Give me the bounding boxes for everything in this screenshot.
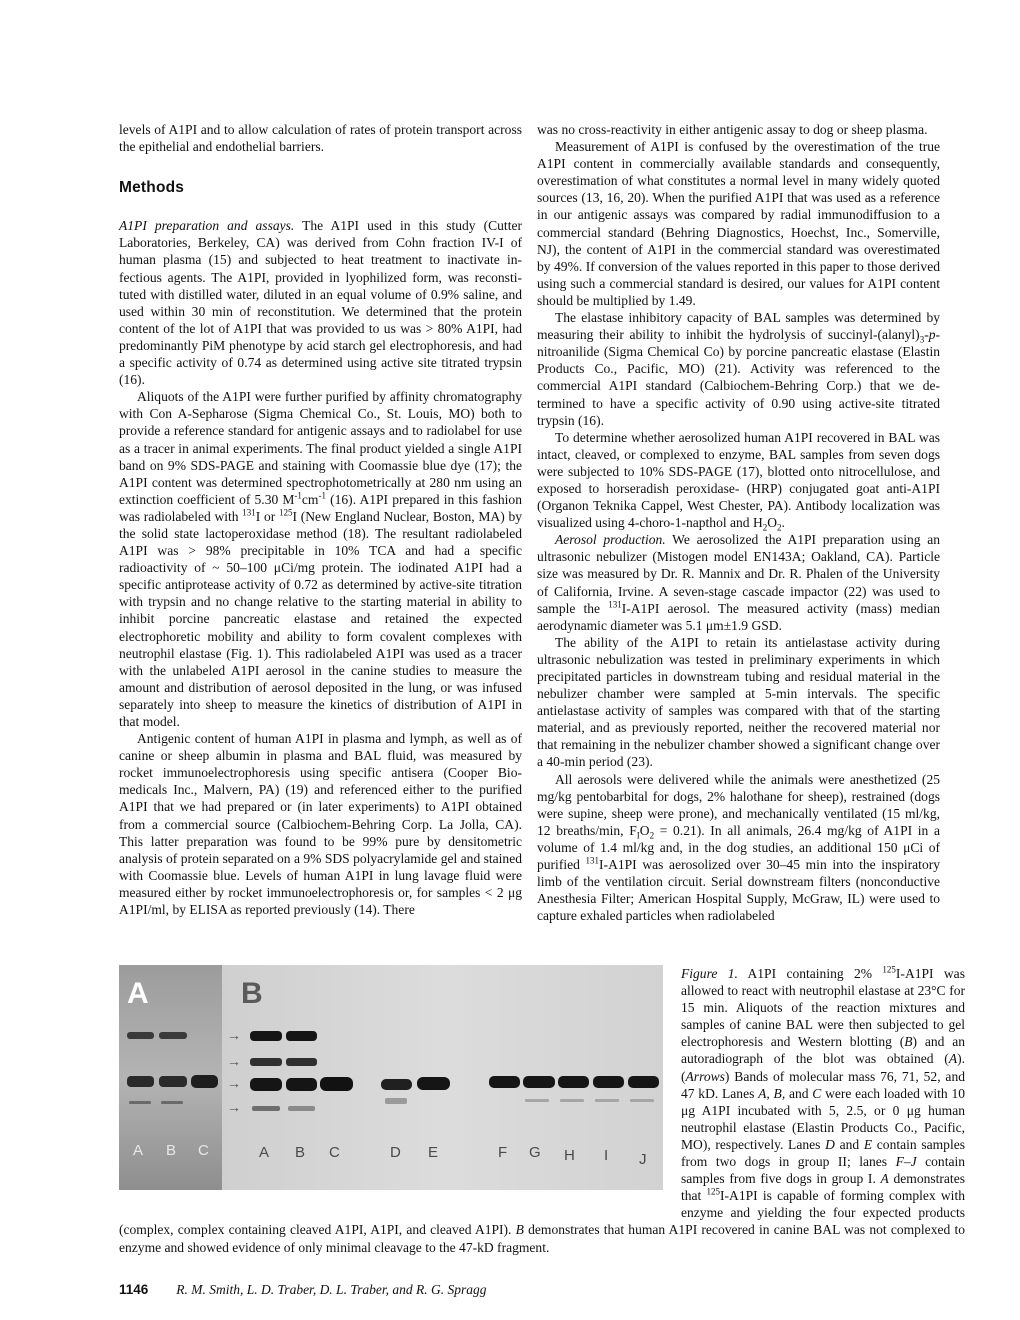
- figure-float-spacer: [119, 965, 681, 1205]
- panel-b-label: B: [241, 977, 263, 1010]
- figure-1-caption: Figure 1. A1PI containing 2% $^{125}$I-A1PI was allowed to react with neutrophil elastase at 23°C for 15 min. Aliquots of the reaction mixtures and samples of canine BAL were then subjected to gel electrophoresis and Western blotting (B) and an autoradiograph of the blot was obtained (A). (Arrows) Bands of molecular mass 76, 71, 52, and 47 kD. Lanes A, B, and C were each loaded with 10 μg A1PI incubated with 5, 2.5, or 0 μg human neutrophil elastase (Elastin Products Co., Pacific, MO), respectively. Lanes D and E contain samples from two dogs in group II; lanes F–J contain samples from five dogs in group I. A demonstrates that $^{125}$I-A1PI is capable of forming complex with enzyme and yielding the four expected products (complex, complex containing cleaved A1PI, A1PI, and cleaved A1PI). B demonstrates that human A1PI recovered in canine BAL was not complexed to enzyme and showed evidence of only minimal cleavage to the 47-kD fragment.: [119, 964, 966, 1255]
- arrow-71kd: →: [227, 1055, 241, 1070]
- intro-paragraph: levels of A1PI and to allow calculation of rates of protein transport across the epithelial and endothelial barriers.: [119, 122, 522, 155]
- panel-a-lane-label: C: [198, 1142, 209, 1159]
- prep-runin-heading: A1PI preparation and assays.: [119, 218, 295, 234]
- arrow-76kd: →: [227, 1029, 241, 1044]
- prep-paragraph: A1PI preparation and assays. The A1PI used in this study (Cutter Laboratories, Berkeley, CA) was derived from Cohn fraction IV-I of human plasma (15) and subjected to heat treatment to inactivate infectious agents. The A1PI, provided in lyophilized form, was reconstituted with distilled water, diluted in an equal volume of 0.9% saline, and used within 30 min of reconstitution. We determined that the protein content of the lot of A1PI that was provided to us was > 80% A1PI, had predominantly PiM phenotype by acid starch gel electrophoresis, and had a specific activity of 0.74 as determined using active site titrated trypsin (16).: [119, 218, 522, 388]
- arrow-47kd: →: [227, 1101, 241, 1116]
- aerosol-production-paragraph: Aerosol production. We aerosolized the A1PI preparation using an ultrasonic nebulizer (Mistogen model EN143A; Oakland, CA). Particle size was measured by Dr. R. Mannix and Dr. R. Phalen of the University of California, Irvine. A seven-stage cascade impactor (22) was used to sample the $^{131}$I-A1PI aerosol. The measured activity (mass) median aerodynamic diameter was 5.1 μm±1.9 GSD.: [537, 532, 940, 633]
- panel-b-lane-label: H: [564, 1147, 575, 1164]
- panel-b-lane-label: E: [428, 1144, 439, 1161]
- aerosol-delivery-paragraph: All aerosols were delivered while the animals were anesthetized (25 mg/kg pentobarbital for dogs, 2% halothane for sheep), restrained (dogs were supine, sheep were prone), and mechanically ventilated (15 ml/kg, 12 breaths/min, $F_IO_2 = 0.21$). In all animals, 26.4 mg/kg of A1PI in a volume of 1.4 ml/kg and, in the dog studies, an additional 150 μCi of purified $^{131}$I-A1PI was aerosolized over 30–45 min into the inspiratory limb of the ventilation circuit. Serial downstream filters (nonconductive Anesthesia Filter; American Hospital Supply, McGraw, IL) were used to capture exhaled particles when radiolabeled: [537, 771, 940, 924]
- page-footer: [119, 1282, 486, 1298]
- panel-b-lane-label: F: [498, 1144, 508, 1161]
- elastase-inhibitory-paragraph: The elastase inhibitory capacity of BAL samples was determined by measuring their ability to inhibit the hydrolysis of succinyl-$(alanyl)_3-p$-nitroanilide (Sigma Chemical Co) by porcine pancreatic elastase (Elastin Products Co., Pacific, MO) (21). Activity was referenced to the commercial A1PI standard (Calbiochem-Behring Corp.) that we determined to have a specific activity of 0.90 using active-site titrated trypsin (16).: [537, 310, 940, 428]
- panel-b-lane-label: J: [639, 1151, 647, 1168]
- panel-b-lane-label: C: [329, 1144, 340, 1161]
- panel-a-lane-label: A: [133, 1142, 144, 1159]
- running-authors: R. M. Smith, L. D. Traber, D. L. Traber, and R. G. Spragg: [176, 1282, 487, 1297]
- antigenic-paragraph: Antigenic content of human A1PI in plasma and lymph, as well as of canine or sheep albumin in plasma and BAL fluid, was measured by rocket immunoelectrophoresis using specific antisera (Cooper Biomedicals Inc., Malvern, PA) (19) and referenced either to the purified A1PI that we had prepared or (in later experiments) to A1PI obtained from a commercial source (Calbiochem-Behring Corp. La Jolla, CA). This latter preparation was found to be 99% pure by densitometric analysis of protein separated on a 9% SDS polyacrylamide gel and stained with Coomassie blue. Levels of human A1PI in lung lavage fluid were measured either by rocket immunoelectrophoresis or, for samples < 2 μg A1PI/ml, by ELISA as reported previously (14). There: [119, 731, 522, 918]
- panel-b-lane-label: B: [295, 1144, 306, 1161]
- panel-a-label: A: [127, 977, 149, 1010]
- nebulization-paragraph: The ability of the A1PI to retain its antielastase activity during ultrasonic nebulization was tested in preliminary experiments in which precipitated particles in downstream tubing and residual material in the nebulizer chamber were sampled at 5-min intervals. The specific antielastase activity of samples was compared with that of the starting material, and as previously reported, neither the recovered material nor that remaining in the nebulizer chamber showed a significant change over a 40-min period (23).: [537, 634, 940, 770]
- figure-label: Figure 1.: [681, 966, 738, 981]
- methods-heading: Methods: [119, 179, 185, 197]
- western-blot-paragraph: To determine whether aerosolized human A1PI recovered in BAL was intact, cleaved, or complexed to enzyme, BAL samples from seven dogs were subjected to 10% SDS-PAGE (17), blotted onto nitrocellulose, and exposed to horseradish peroxidase- (HRP) conjugated goat anti-A1PI (Organon Teknika Cappel, West Chester, PA). Antibody localization was visualized using 4-choro-1-napthol and $H_2O_2$.: [537, 429, 940, 533]
- aliquots-paragraph: Aliquots of the A1PI were further purified by affinity chromatography with Con A-Sepharose (Sigma Chemical Co., St. Louis, MO) both to provide a reference standard for antigenic assays and to radiolabel for use as a tracer in animal experiments. The final product yielded a single A1PI band on 9% SDS-PAGE and staining with Coomassie blue dye (17); the A1PI content was determined spectrophotometrically at 280 nm using an extinction coefficient of 5.30 $M^{-1}cm^{-1}$ (16). A1PI prepared in this fashion was radiolabeled with $^{131}$I or $^{125}$I (New England Nuclear, Boston, MA) by the solid state lactoperoxidase method (18). The resultant radiolabeled A1PI was > 98% precipitable in 10% TCA and had a specific radioactivity of ~ 50–100 μCi/mg protein. The iodinated A1PI had a specific antiprotease activity of 0.72 as determined by active-site titration with trypsin and no change relative to the starting material in ability to inhibit porcine pancreatic elastase and retained the expected electrophoretic mobility and ability to form covalent complexes with neutrophil elastase (Fig. 1). This radiolabeled A1PI was used as a tracer with the unlabeled A1PI aerosol in the canine studies to measure the amount and distribution of aerosol deposited in the lung, or was infused separately into sheep to measure the kinetics of distribution of A1PI in that model.: [119, 389, 522, 729]
- left-column: [119, 121, 522, 918]
- panel-b-lane-label: I: [604, 1147, 609, 1164]
- arrow-52kd: →: [227, 1077, 241, 1092]
- right-column: [537, 121, 940, 924]
- cross-reactivity-paragraph: was no cross-reactivity in either antigenic assay to dog or sheep plasma.: [537, 122, 928, 137]
- page-number: 1146: [119, 1282, 149, 1297]
- panel-b-lane-label: G: [529, 1144, 541, 1161]
- aerosol-runin-heading: Aerosol production.: [555, 532, 666, 548]
- panel-a-lane-label: B: [166, 1142, 177, 1159]
- panel-b-lane-label: A: [259, 1144, 270, 1161]
- panel-b-lane-label: D: [390, 1144, 401, 1161]
- measurement-paragraph: Measurement of A1PI is confused by the overestimation of the true A1PI content in commercially available standards and consequently, overestimation of what constitutes a normal level in many widely quoted sources (13, 16, 20). When the purified A1PI that was used as a reference in our antigenic assays was compared by radial immunodiffusion to a commercial standard (Behring Diagnostics, Hoechst, Inc., Somerville, NJ), the content of A1PI in the commercial standard was overestimated by 49%. If conversion of the values reported in this paper to those derived using such a commercial standard is desired, our values for A1PI content should be multiplied by 1.49.: [537, 139, 940, 308]
